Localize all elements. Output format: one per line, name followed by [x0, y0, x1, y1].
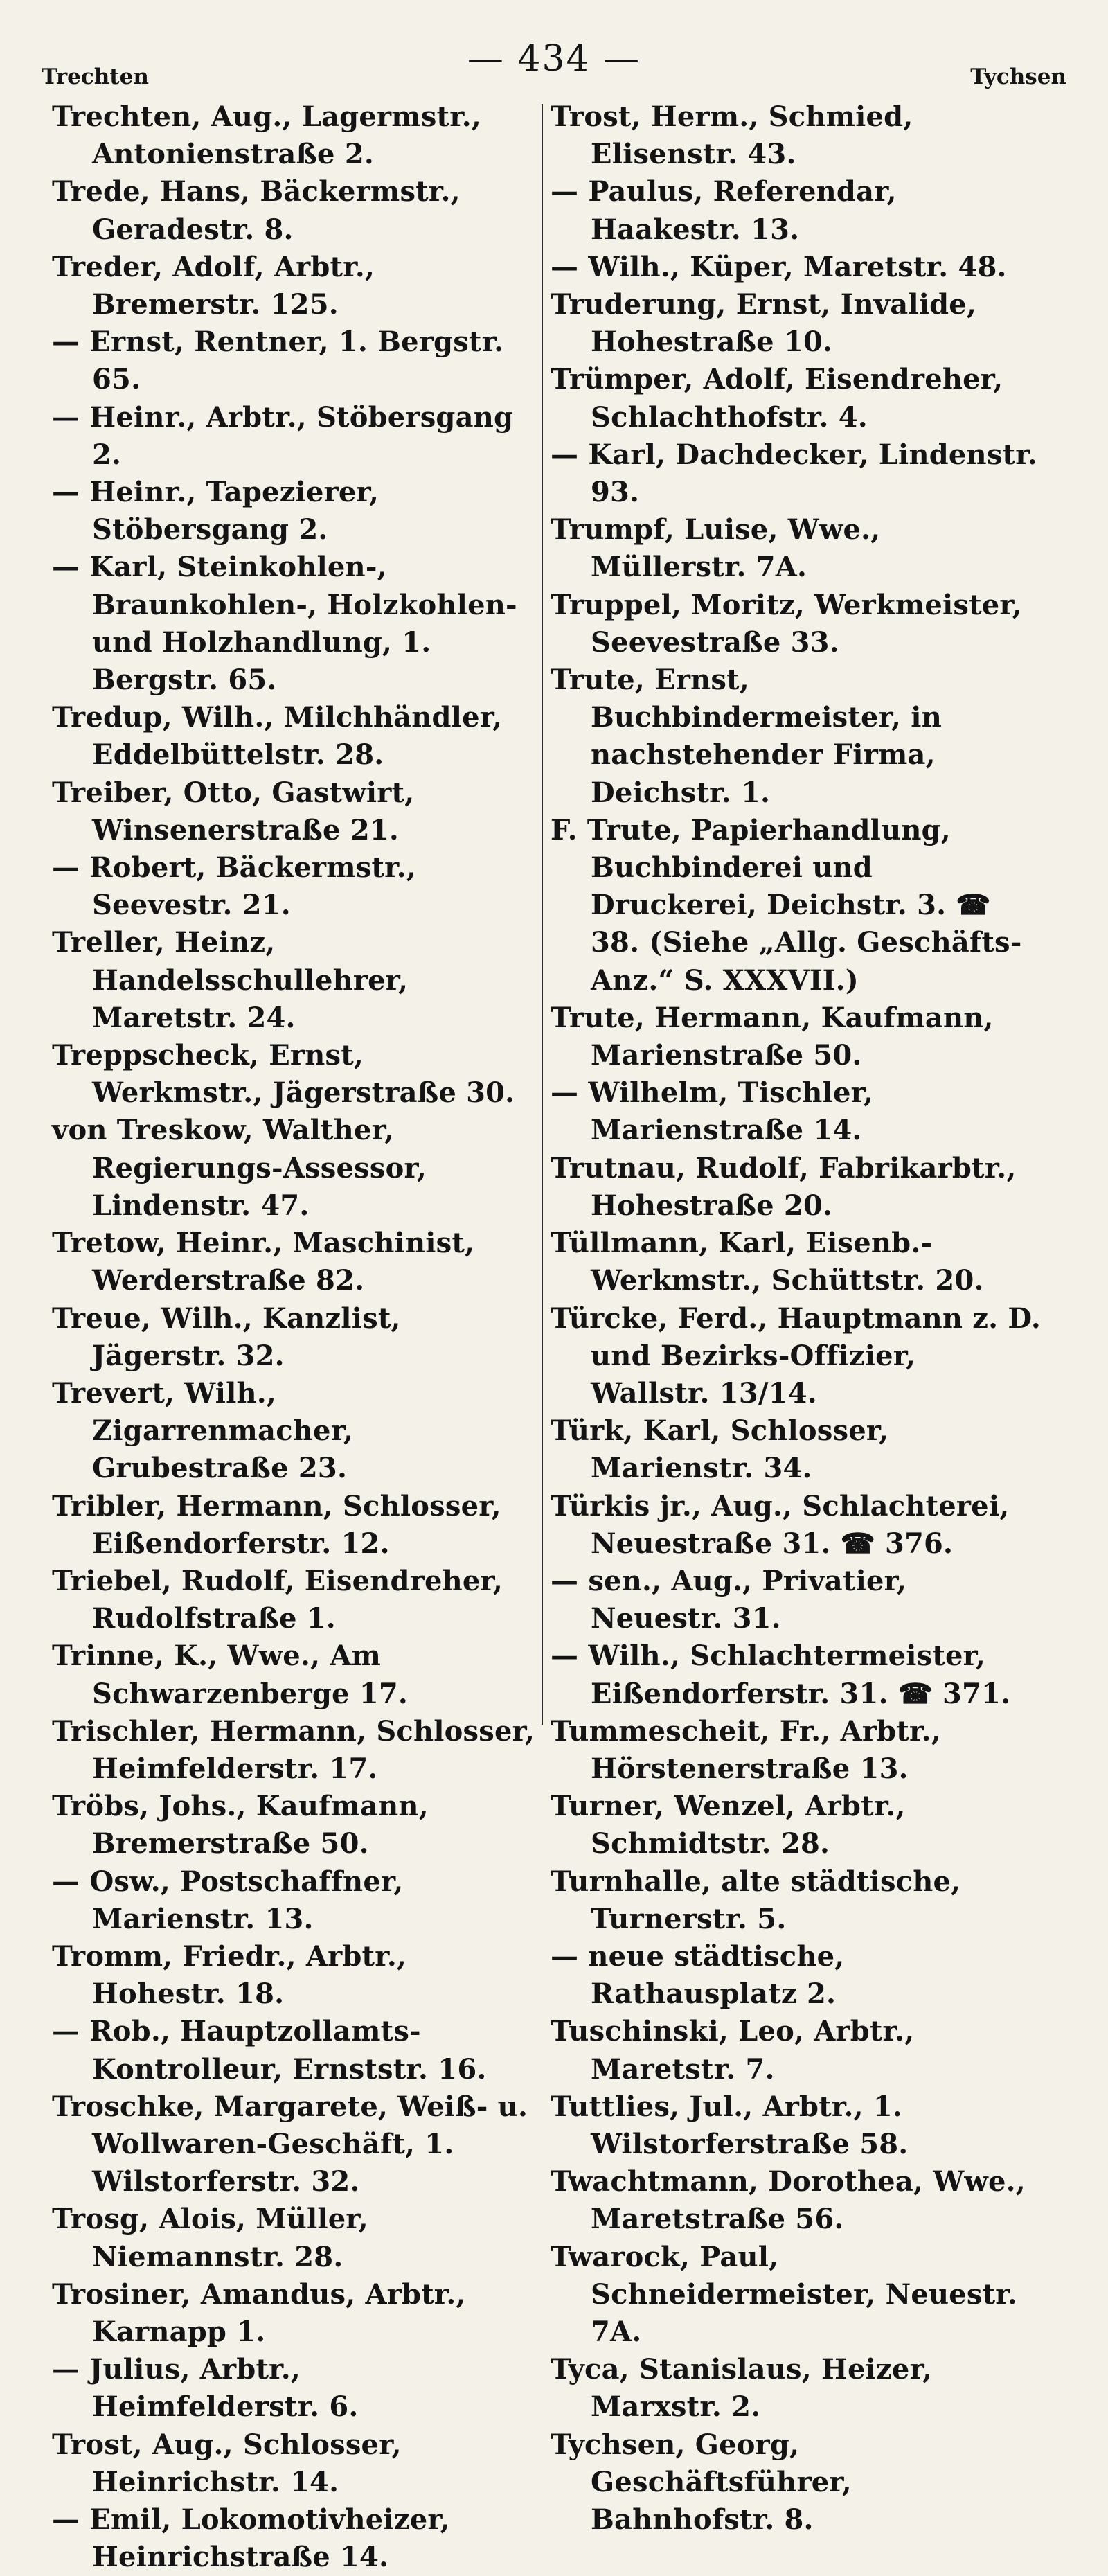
entry: — Emil, Lokomotivheizer, Heinrichstraße 14.	[52, 2503, 450, 2574]
entry: — neue städtische, Rathausplatz 2.	[551, 1939, 845, 2011]
entry: Trechten, Aug., Lagermstr., Antonienstraße 2.	[52, 100, 482, 171]
entry: Turner, Wenzel, Arbtr., Schmidtstr. 28.	[551, 1790, 906, 1860]
entry: Trost, Aug., Schlosser, Heinrichstr. 14.	[52, 2428, 402, 2498]
entry: Trede, Hans, Bäckermstr., Geradestr. 8.	[52, 175, 461, 246]
entry: Trosg, Alois, Müller, Niemannstr. 28.	[52, 2203, 368, 2273]
entry: Tromm, Friedr., Arbtr., Hohestr. 18.	[52, 1939, 407, 2011]
entry: — Rob., Hauptzollamts-Kontrolleur, Ernststr. 16.	[52, 2015, 487, 2086]
entry: Treller, Heinz, Handelsschullehrer, Maretstr. 24.	[52, 926, 409, 1034]
entry: — Heinr., Arbtr., Stöbersgang 2.	[52, 400, 514, 471]
entry: — Wilh., Küper, Maretstr. 48.	[551, 250, 1007, 283]
column-divider	[542, 104, 543, 1725]
entry: — Karl, Steinkohlen-, Braunkohlen-, Holzkohlen- und Holzhandlung, 1. Bergstr. 65.	[52, 551, 517, 697]
entry: — Ernst, Rentner, 1. Bergstr. 65.	[52, 326, 504, 396]
entry: Truderung, Ernst, Invalide, Hohestraße 10.	[551, 288, 977, 359]
entry: Treue, Wilh., Kanzlist, Jägerstr. 32.	[52, 1302, 401, 1372]
entry: Trost, Herm., Schmied, Elisenstr. 43.	[551, 100, 913, 171]
entry: Türkis jr., Aug., Schlachterei, Neuestraße 31. ☎ 376.	[551, 1489, 1010, 1560]
entry: Treder, Adolf, Arbtr., Bremerstr. 125.	[52, 250, 375, 321]
entry: von Treskow, Walther, Regierungs-Assessor, Lindenstr. 47.	[52, 1114, 427, 1222]
entry: Türk, Karl, Schlosser, Marienstr. 34.	[551, 1414, 889, 1485]
left-column	[52, 98, 537, 2576]
entry: Tüllmann, Karl, Eisenb.-Werkmstr., Schüttstr. 20.	[551, 1227, 984, 1297]
entry: Trutnau, Rudolf, Fabrikarbtr., Hohestraße 20.	[551, 1151, 1017, 1222]
entry: — sen., Aug., Privatier, Neuestr. 31.	[551, 1564, 907, 1635]
entry: Tychsen, Georg, Geschäftsführer, Bahnhofstr. 8.	[551, 2428, 852, 2536]
entry: Truppel, Moritz, Werkmeister, Seevestraße 33.	[551, 588, 1022, 659]
entry: F. Trute, Papierhandlung, Buchbinderei und Druckerei, Deichstr. 3. ☎ 38. (Siehe „Allg. Geschäfts-Anz.“ S. XXXVII.)	[551, 813, 1022, 997]
entry: Trumpf, Luise, Wwe., Müllerstr. 7A.	[551, 513, 881, 584]
entry: Trute, Hermann, Kaufmann, Marienstraße 50.	[551, 1001, 994, 1072]
entry: Tröbs, Johs., Kaufmann, Bremerstraße 50.	[52, 1790, 429, 1860]
entry: Twarock, Paul, Schneidermeister, Neuestr. 7A.	[551, 2240, 1018, 2348]
entry: Trevert, Wilh., Zigarrenmacher, Grubestraße 23.	[52, 1376, 354, 1485]
header-right-keyword: Tychsen	[970, 64, 1066, 89]
entry: — Heinr., Tapezierer, Stöbersgang 2.	[52, 476, 379, 547]
entry: Tuschinski, Leo, Arbtr., Maretstr. 7.	[551, 2015, 915, 2086]
page-number: — 434 —	[467, 38, 641, 80]
entry: Trosiner, Amandus, Arbtr., Karnapp 1.	[52, 2277, 466, 2348]
entry: Türcke, Ferd., Hauptmann z. D. und Bezirks-Offizier, Wallstr. 13/14.	[551, 1302, 1042, 1410]
entry: Tredup, Wilh., Milchhändler, Eddelbüttelstr. 28.	[52, 701, 503, 772]
entry: Treppscheck, Ernst, Werkmstr., Jägerstraße 30.	[52, 1039, 515, 1110]
entry: Trute, Ernst, Buchbindermeister, in nachstehender Firma, Deichstr. 1.	[551, 664, 942, 809]
entry: Tretow, Heinr., Maschinist, Werderstraße 82.	[52, 1227, 475, 1297]
entry: Tyca, Stanislaus, Heizer, Marxstr. 2.	[551, 2353, 933, 2424]
page-header	[42, 38, 1066, 87]
entry: Trümper, Adolf, Eisendreher, Schlachthofstr. 4.	[551, 363, 1003, 434]
entry: — Wilh., Schlachtermeister, Eißendorferstr. 31. ☎ 371.	[551, 1640, 1011, 1710]
header-left-keyword: Trechten	[42, 64, 149, 89]
entry: — Julius, Arbtr., Heimfelderstr. 6.	[52, 2353, 359, 2424]
entry: Tuttlies, Jul., Arbtr., 1. Wilstorferstraße 58.	[551, 2090, 909, 2160]
entry: — Wilhelm, Tischler, Marienstraße 14.	[551, 1076, 874, 1147]
entry: Tribler, Hermann, Schlosser, Eißendorferstr. 12.	[52, 1489, 501, 1560]
entry: Treiber, Otto, Gastwirt, Winsenerstraße 21.	[52, 776, 415, 846]
entry: Tummescheit, Fr., Arbtr., Hörstenerstraße 13.	[551, 1714, 941, 1785]
entry: — Robert, Bäckermstr., Seevestr. 21.	[52, 851, 416, 922]
entry: Turnhalle, alte städtische, Turnerstr. 5.	[551, 1865, 961, 1935]
entry: Trinne, K., Wwe., Am Schwarzenberge 17.	[52, 1640, 409, 1710]
entry: Trischler, Hermann, Schlosser, Heimfelderstr. 17.	[52, 1714, 535, 1785]
entry: — Karl, Dachdecker, Lindenstr. 93.	[551, 438, 1037, 509]
entry: Twachtmann, Dorothea, Wwe., Maretstraße 56.	[551, 2165, 1026, 2236]
entry: — Osw., Postschaffner, Marienstr. 13.	[52, 1865, 404, 1935]
entry: — Paulus, Referendar, Haakestr. 13.	[551, 175, 897, 246]
entry: Troschke, Margarete, Weiß- u. Wollwaren-Geschäft, 1. Wilstorferstr. 32.	[52, 2090, 528, 2199]
right-column	[551, 98, 1044, 2539]
entry: Triebel, Rudolf, Eisendreher, Rudolfstraße 1.	[52, 1564, 503, 1635]
